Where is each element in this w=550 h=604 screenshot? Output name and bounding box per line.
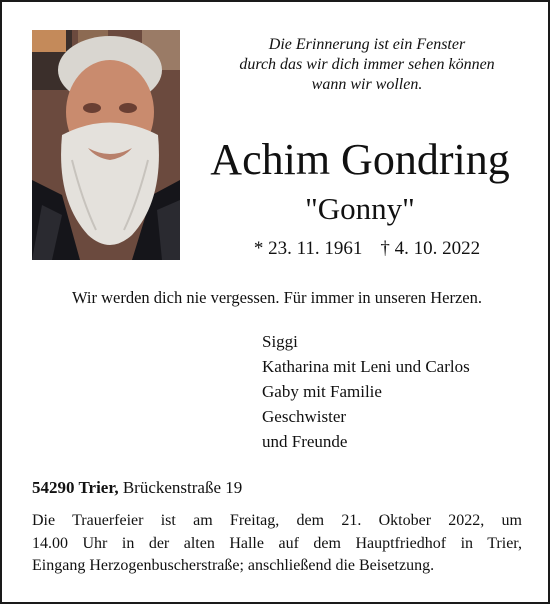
mourner-item: Katharina mit Leni und Carlos bbox=[262, 357, 470, 376]
portrait-photo bbox=[32, 30, 180, 260]
memorial-quote bbox=[192, 35, 542, 95]
quote-line-3: wann wir wollen. bbox=[311, 76, 423, 93]
funeral-info bbox=[32, 510, 522, 578]
quote-line-2: durch das wir dich immer sehen können bbox=[239, 56, 495, 73]
farewell-text: Wir werden dich nie vergessen. Für immer in unseren Herzen. bbox=[71, 288, 483, 307]
funeral-info-line-2: 14.00 Uhr in der alten Halle auf dem Hauptfriedhof in Trier, bbox=[32, 534, 522, 552]
address-street: Brückenstraße 19 bbox=[122, 478, 243, 497]
address-city: 54290 Trier, bbox=[32, 478, 119, 497]
quote-line-1: Die Erinnerung ist ein Fenster bbox=[268, 36, 466, 53]
life-dates bbox=[217, 236, 517, 262]
mourner-item: und Freunde bbox=[262, 432, 348, 451]
deceased-name: Achim Gondring bbox=[210, 135, 510, 184]
mourner-item: Gaby mit Familie bbox=[262, 382, 382, 401]
birth-date: * 23. 11. 1961 bbox=[253, 238, 363, 259]
funeral-info-line-3: Eingang Herzogenbuscherstraße; anschließend die Beisetzung. bbox=[32, 557, 435, 574]
mourners-list bbox=[262, 329, 470, 454]
death-date: † 4. 10. 2022 bbox=[380, 238, 481, 259]
family-address bbox=[32, 476, 532, 500]
deceased-nickname: "Gonny" bbox=[305, 191, 415, 226]
mourner-item: Geschwister bbox=[262, 407, 347, 426]
mourner-item: Siggi bbox=[262, 332, 298, 351]
portrait-image bbox=[32, 30, 180, 260]
funeral-info-line-1: Die Trauerfeier ist am Freitag, dem 21. Oktober 2022, um bbox=[32, 512, 522, 529]
